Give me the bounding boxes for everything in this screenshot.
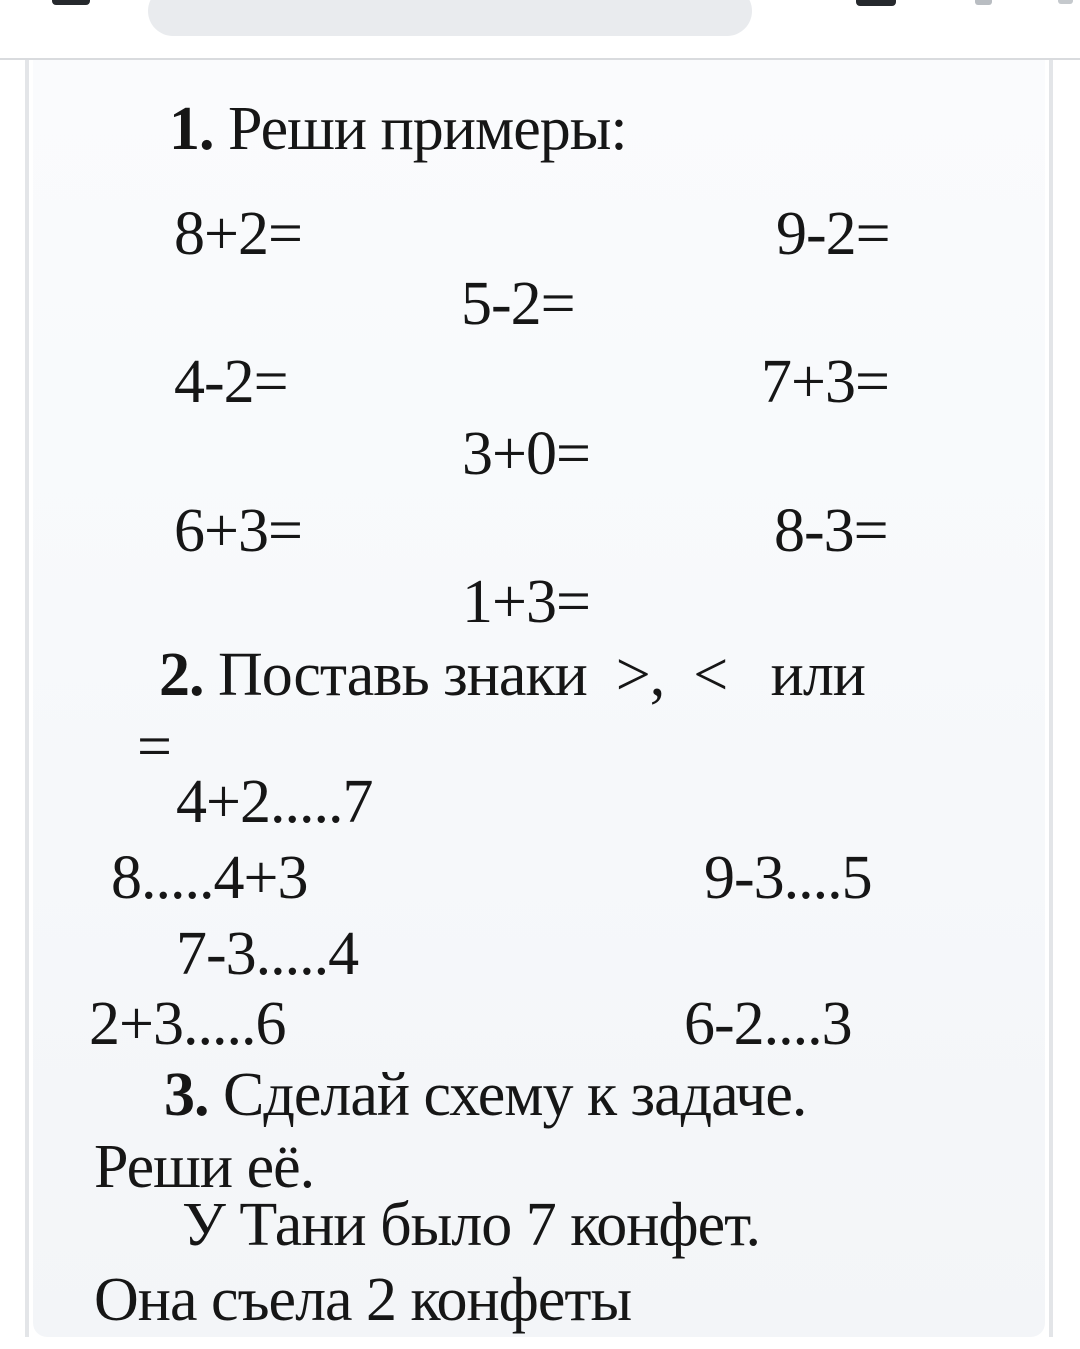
task2-heading: [159, 641, 865, 709]
math-expression: 8+2=: [174, 200, 302, 268]
compare-expression: 7-3.....4: [176, 920, 359, 988]
math-expression: 3+0=: [462, 420, 590, 488]
math-expression: 4-2=: [174, 348, 288, 416]
toolbar-right-icon[interactable]: [856, 0, 896, 6]
task1-number: 1.: [169, 95, 214, 163]
compare-expression: 6-2....3: [684, 990, 852, 1058]
toolbar-divider: [0, 58, 1080, 60]
toolbar-left-icon[interactable]: [52, 0, 90, 5]
task3-heading-line2: Реши её.: [94, 1133, 315, 1201]
task3-title: Сделай схему к задаче.: [208, 1061, 807, 1129]
toolbar-secondary-icon[interactable]: [975, 0, 992, 5]
compare-expression: 4+2.....7: [176, 768, 373, 836]
compare-expression: 2+3.....6: [89, 990, 286, 1058]
math-expression: 9-2=: [776, 200, 890, 268]
compare-expression: 9-3....5: [704, 844, 872, 912]
math-expression: 1+3=: [462, 568, 590, 636]
task1-title: Реши примеры:: [213, 95, 627, 163]
browser-toolbar: [0, 0, 1080, 58]
task3-heading: [164, 1061, 807, 1129]
compare-expression: 8.....4+3: [111, 844, 308, 912]
math-expression: 8-3=: [774, 497, 888, 565]
previous-page-edge: [25, 60, 29, 1337]
address-bar[interactable]: [148, 0, 752, 36]
task2-title: Поставь знаки >, < или: [203, 641, 865, 709]
math-expression: 5-2=: [461, 270, 575, 338]
story-problem-line: У Тани было 7 конфет.: [182, 1191, 761, 1259]
story-problem-line: Она съела 2 конфеты: [94, 1266, 632, 1334]
math-expression: 7+3=: [761, 348, 889, 416]
task1-heading: [169, 95, 627, 163]
worksheet-page[interactable]: [33, 60, 1045, 1337]
task2-number: 2.: [159, 641, 204, 709]
task2-heading-wrap: =: [137, 713, 171, 781]
task3-number: 3.: [164, 1061, 209, 1129]
math-expression: 6+3=: [174, 497, 302, 565]
next-page-edge: [1049, 60, 1053, 1337]
toolbar-corner-icon[interactable]: [1058, 0, 1073, 4]
